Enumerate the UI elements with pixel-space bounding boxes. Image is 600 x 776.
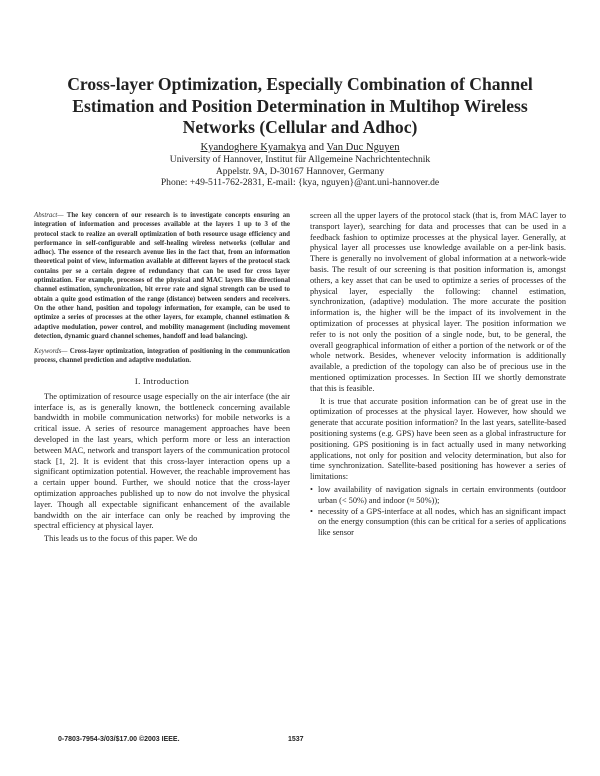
intro-paragraph-2: This leads us to the focus of this paper. We do [44, 534, 198, 544]
bullet-icon: • [310, 484, 313, 494]
address: Appelstr. 9A, D-30167 Hannover, Germany [215, 165, 385, 177]
left-column [34, 211, 290, 547]
section-heading-introduction: I. Introduction [134, 375, 190, 386]
list-item-text: low availability of navigation signals in certain environments (outdoor urban (< 50%) and indoor (≈ 50%)); [318, 484, 566, 505]
abstract [34, 211, 290, 341]
keywords [34, 347, 290, 366]
footer-copyright: 0-7803-7954-3/03/$17.00 ©2003 IEEE. [58, 736, 180, 743]
affiliation: University of Hannover, Institut für Allgemeine Nachrichtentechnik [169, 153, 431, 165]
page-number: 1537 [288, 736, 304, 743]
contact-line: Phone: +49-511-762-2831, E-mail: {kya, nguyen}@ant.uni-hannover.de [160, 177, 440, 189]
limitations-list [310, 485, 566, 539]
intro-paragraph-1: The optimization of resource usage especially on the air interface (the air interface is, as is generally known, the bottleneck concerning available bandwidth in mobile communication networks) for mobile networks is a critical issue. A series of resource management approaches have been developed in the last years, which perform more or less an interaction between MAC, network and transport layers of the communication protocol stack [1, 2]. It is evident that this cross-layer interaction opens up a significant optimization potential. However, the reachable improvement has a certain upper bound. Further, we should notice that the cross-layer optimization approaches published up to now do not involve the physical layer. Though all expectable significant enhancement of the available bandwidth on the air interface can only be reached by improving the spectral efficiency at physical layer. [34, 391, 290, 531]
bullet-icon: • [310, 506, 313, 516]
author-link-kyamakya[interactable]: Kyandoghere Kyamakya [200, 142, 307, 153]
author-link-nguyen[interactable]: Van Duc Nguyen [326, 142, 400, 153]
list-item-text: necessity of a GPS-interface at all nodes, which has an significant impact on the energy consumption (this can be critical for a series of applications like sensor [318, 506, 566, 538]
author-names [40, 142, 560, 154]
body-paragraph-continued: screen all the upper layers of the protocol stack (that is, from MAC layer to transport layer), searching for data and processes that can be used in a feedback fashion to optimize processes at the physical layer. Generally, at physical layer all processes use knowledge available on a per-link basis. There is generally no involvement of global information at a network-wide basis. The result of our screening is that position information is, amongst others, a key asset that can be used to optimize a series of processes of the physical layer, especially the following: channel estimation, synchronization, (adaptive) modulation. The more accurate the position information is, the higher will be the impact of its involvement in the optimization of processes at physical layer. The position information we refer to is not only the position of a single node, but, to be general, the overall geographical information of either a portion of the network or of the whole network. Besides, whenever velocity information is additionally available, a prediction of the topology can also be of precious use in the mentioned optimization processes. In Section III we shortly demonstrate that this is feasible. [310, 211, 566, 393]
author-connector: and [308, 142, 325, 153]
right-column [310, 211, 566, 539]
abstract-text: The key concern of our research is to investigate concepts ensuring an integration of information and processes available at the layers 1 up to 3 of the protocol stack to realize an overall optimization of both resource usage efficiency and performance in self-configurable and self-healing wireless networks (cellular and adhoc). The essence of the research avenue lies in the fact that, from an information theoretical point of view, information available at different layers of the protocol stack contains per se a certain degree of redundancy that can be used for cross layer optimization. For example, processes of the physical and MAC layers like directional channel estimation, synchronization, bit error rate and signal strength can be used to obtain a quite good estimation of the range (distance) between senders and receivers. On the other hand, position and topology information, for example, can be used to optimize a series of processes at the other layers, for example, channel estimation & adaptive modulation, power control, and mobility management (including movement detection, dynamic guard channel schemes, handoff and load balancing). [34, 212, 290, 340]
author-block [40, 142, 560, 189]
keywords-lead: Keywords— [34, 348, 68, 356]
paper-title: Cross-layer Optimization, Especially Combination of Channel Estimation and Position Determination in Multihop Wireless Networks (Cellular and Adhoc) [67, 74, 533, 137]
list-item [310, 485, 566, 507]
body-paragraph-positioning: It is true that accurate position information can be of great use in the optimization of processes at the physical layer. However, how should we generate that accurate position information? In the last years, satellite-based positioning systems (e.g. GPS) have been seen as a global infrastructure for positioning. GPS positioning is in fact actually used in many networking applications, not only for position and velocity determination, but also for time synchronization. Satellite-based positioning has however a series of limitations: [310, 396, 566, 482]
list-item [310, 507, 566, 539]
keywords-text: Cross-layer optimization, integration of positioning in the communication process, channel prediction and adaptive modulation. [34, 348, 290, 365]
abstract-lead: Abstract— [34, 212, 64, 219]
